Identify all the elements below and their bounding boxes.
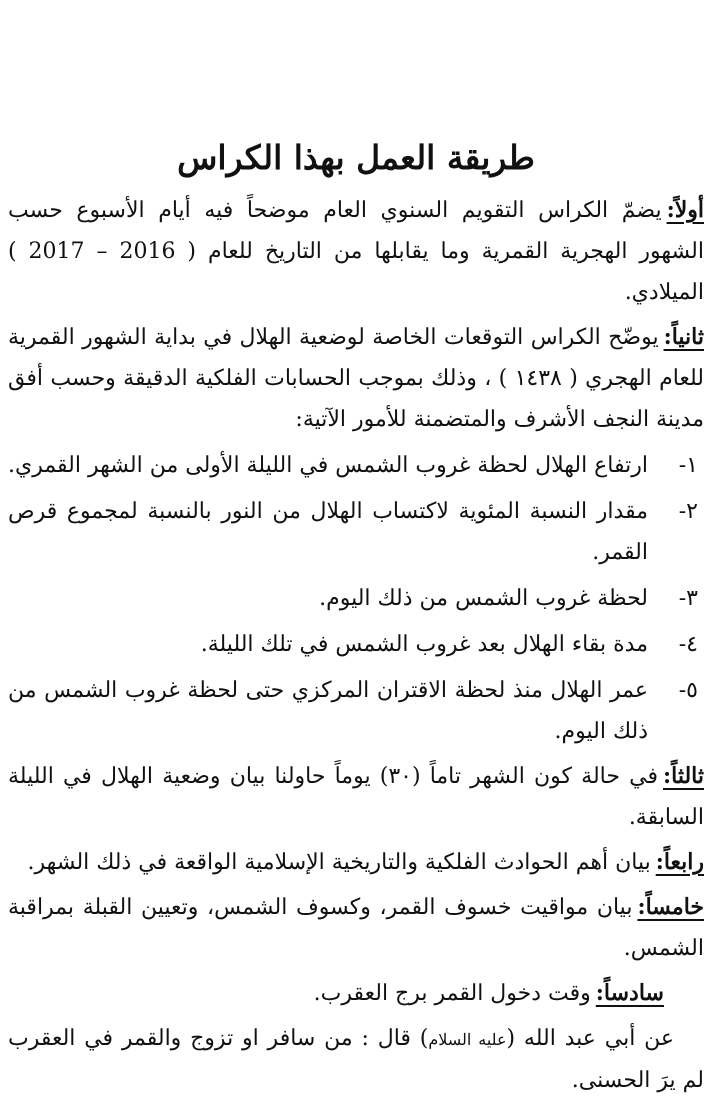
list-item-number: ٢- — [678, 499, 698, 524]
section-third-text: في حالة كون الشهر تاماً (٣٠) يوماً حاولنا بيان وضعية الهلال في الليلة السابقة. — [8, 764, 704, 830]
section-first — [8, 190, 704, 313]
list-item-number: ٤- — [678, 632, 698, 657]
section-sixth-label: سادساً: — [595, 980, 664, 1006]
list-item-text: لحظة غروب الشمس من ذلك اليوم. — [319, 586, 648, 611]
section-second-label: ثانياً: — [663, 324, 704, 350]
section-fourth-label: رابعاً: — [655, 849, 704, 875]
section-first-label: أولاً: — [666, 197, 704, 223]
list-item — [8, 624, 704, 665]
section-third — [8, 756, 704, 838]
list-item-text: مدة بقاء الهلال بعد غروب الشمس في تلك الليلة. — [200, 632, 648, 657]
list-item-text: مقدار النسبة المئوية لاكتساب الهلال من النور بالنسبة لمجموع قرص القمر. — [8, 499, 648, 565]
hadith-text-before: عن أبي عبد الله ( — [506, 1026, 674, 1051]
list-item-text: عمر الهلال منذ لحظة الاقتران المركزي حتى لحظة غروب الشمس من ذلك اليوم. — [8, 678, 648, 744]
list-item — [8, 578, 704, 619]
hadith-quote — [8, 1018, 704, 1101]
section-fourth — [8, 842, 704, 883]
list-item — [8, 670, 704, 752]
section-fifth-text: بيان مواقيت خسوف القمر، وكسوف الشمس، وتعيين القبلة بمراقبة الشمس. — [8, 895, 704, 961]
hadith-text-after: ) قال : من سافر او تزوج والقمر في العقرب لم يرَ الحسنى. — [8, 1026, 704, 1093]
section-fifth-label: خامساً: — [637, 894, 704, 920]
section-second — [8, 317, 704, 440]
section-fifth — [8, 887, 704, 969]
list-item-text: ارتفاع الهلال لحظة غروب الشمس في الليلة الأولى من الشهر القمري. — [7, 453, 648, 478]
document-body — [8, 190, 704, 1101]
section-first-text: يضمّ الكراس التقويم السنوي العام موضحاً فيه أيام الأسبوع حسب الشهور الهجرية القمرية وما يقابلها من التاريخ للعام ( 2016 – 2017 ) الميلادي. — [8, 198, 704, 305]
list-item-number: ٣- — [678, 586, 698, 611]
list-item — [8, 445, 704, 486]
list-item — [8, 491, 704, 573]
section-sixth-text: وقت دخول القمر برج العقرب. — [313, 981, 591, 1006]
section-fourth-text: بيان أهم الحوادث الفلكية والتاريخية الإسلامية الواقعة في ذلك الشهر. — [27, 850, 651, 875]
honorific-symbol: عليه السلام — [428, 1030, 507, 1049]
page-title: طريقة العمل بهذا الكراس — [177, 138, 535, 177]
section-third-label: ثالثاً: — [663, 763, 704, 789]
section-sixth — [8, 973, 704, 1014]
list-item-number: ١- — [678, 453, 698, 478]
section-second-text: يوضّح الكراس التوقعات الخاصة لوضعية الهلال في بداية الشهور القمرية للعام الهجري ( ١٤٣٨ ) ، وذلك بموجب الحسابات الفلكية الدقيقة وحسب أفق مدينة النجف الأشرف والمتضمنة للأمور الآتية: — [8, 325, 704, 432]
list-item-number: ٥- — [678, 678, 698, 703]
